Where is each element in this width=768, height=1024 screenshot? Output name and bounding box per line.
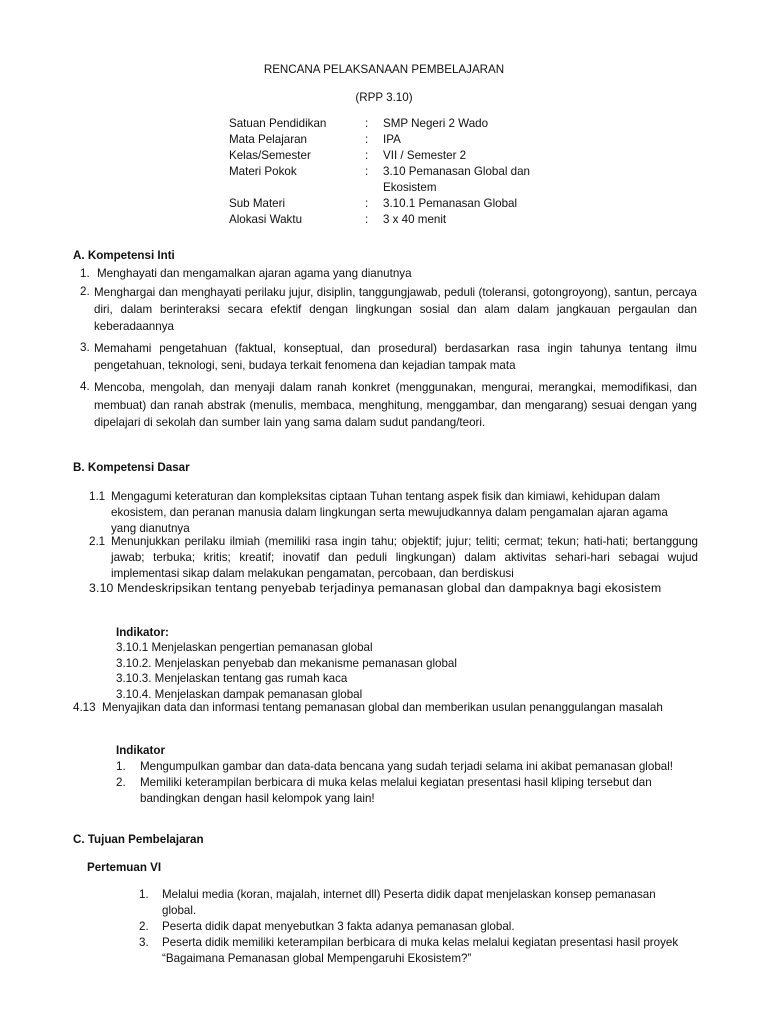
list-number: 1. [80,267,90,280]
list-item [80,340,697,374]
document-title: RENCANA PELAKSANAAN PEMBELAJARAN [263,63,505,76]
list-number: 3. [139,936,149,949]
list-text: Memahami pengetahuan (faktual, konseptual, dan prosedural) berdasarkan rasa ingin tahunya tentang ilmu pengetahuan, teknologi, seni, budaya terkait fenomena dan kejadian tampak mata [94,342,697,372]
identity-separator: : [365,149,369,162]
list-item [139,887,679,919]
list-text: Menghargai dan menghayati perilaku jujur, disiplin, tanggungjawab, peduli (toleransi, gotongroyong), santun, percaya diri, dalam berinteraksi secara efektif dengan lingkungan sosial dan alam dalam jangkauan pergaulan dan keberadaannya [94,286,697,333]
list-item [80,266,697,282]
list-text: Peserta didik dapat menyebutkan 3 fakta adanya pemanasan global. [162,920,515,933]
document-subtitle: (RPP 3.10) [355,91,413,104]
identity-key: Materi Pokok [229,165,297,178]
list-number: 3. [80,341,90,354]
list-item [116,775,676,807]
kd-item [89,534,698,582]
list-text: Mengumpulkan gambar dan data-data bencana yang sudah terjadi selama ini akibat pemanasan global! [140,760,674,773]
identity-row [229,212,569,228]
list-text: Menghayati dan mengamalkan ajaran agama yang dianutnya [97,267,412,280]
identity-value: IPA [383,133,401,146]
identity-separator: : [365,197,369,210]
identity-row [229,116,569,132]
kd-number: 3.10 [89,581,114,595]
list-number: 4. [80,380,90,393]
identity-key: Mata Pelajaran [229,133,307,146]
list-number: 2. [139,920,149,933]
identity-row [229,196,569,212]
section-heading-tp: C. Tujuan Pembelajaran [73,833,204,846]
indikator-item: 3.10.2. Menjelaskan penyebab dan mekanisme pemanasan global [116,656,457,670]
identity-value: SMP Negeri 2 Wado [383,117,489,130]
identity-key: Satuan Pendidikan [229,117,327,130]
section-heading-ki: A. Kompetensi Inti [73,249,175,262]
list-item [116,759,676,775]
list-text: Melalui media (koran, majalah, internet dll) Peserta didik dapat menjelaskan konsep pemanasan global. [162,888,656,917]
kd-item [89,580,698,596]
kd-text: Mengagumi keteraturan dan kompleksitas ciptaan Tuhan tentang aspek fisik dan kimiawi, kehidupan dalam ekosistem, dan peranan manusia dalam lingkungan serta mewujudkannya dalam pengamalan ajaran agama yang dianutnya [111,490,668,535]
indikator-label: Indikator [116,744,165,757]
identity-value: VII / Semester 2 [383,149,467,162]
list-text: Mencoba, mengolah, dan menyaji dalam ranah konkret (menggunakan, mengurai, merangkai, memodifikasi, dan membuat) dan ranah abstrak (menulis, membaca, menghitung, menggambar, dan mengarang) sesuai dengan yang dipelajari di sekolah dan sumber lain yang sama dalam sudut pandang/teori. [94,381,697,429]
indikator-item: 3.10.1 Menjelaskan pengertian pemanasan global [116,641,373,655]
identity-value: 3.10.1 Pemanasan Global [383,197,518,210]
identity-key: Sub Materi [229,197,286,210]
identity-value: 3 x 40 menit [383,213,447,226]
identity-table [229,116,569,228]
kd-number: 2.1 [89,535,106,548]
identity-separator: : [365,213,369,226]
list-item [80,284,697,335]
indikator-413-list [116,759,676,807]
list-text: Memiliki keterampilan berbicara di muka kelas melalui kegiatan presentasi hasil kliping tersebut dan bandingkan dengan hasil kelompok yang lain! [140,776,652,805]
list-text: Peserta didik memiliki keterampilan berbicara di muka kelas melalui kegiatan presentasi hasil proyek “Bagaimana Pemanasan global Mempengaruhi Ekosistem?” [162,936,679,965]
kd-text: Menyajikan data dan informasi tentang pemanasan global dan memberikan usulan penanggulangan masalah [102,701,663,714]
identity-separator: : [365,133,369,146]
identity-row [229,132,569,148]
indikator-item: 3.10.3. Menjelaskan tentang gas rumah kaca [116,672,348,686]
kd-item [89,489,689,537]
indikator-310 [116,625,516,702]
indikator-label: Indikator: [116,626,169,639]
kd-number: 1.1 [89,490,106,503]
kd-413 [73,699,673,716]
indikator-item: 3.10.4. Menjelaskan dampak pemanasan global [116,687,363,701]
identity-key: Kelas/Semester [229,149,311,162]
kd-text: Menunjukkan perilaku ilmiah (memiliki rasa ingin tahu; objektif; jujur; teliti; cermat; tekun; hati-hati; bertanggung jawab; terbuka; kritis; kreatif; inovatif dan peduli lingkungan) dalam aktivitas sehari-hari sebagai wujud implementasi sikap dalam melakukan pengamatan, percobaan, dan berdiskusi [111,535,698,580]
identity-key: Alokasi Waktu [229,213,303,226]
meeting-label: Pertemuan VI [87,861,162,874]
ki-list [80,266,697,432]
list-number: 2. [116,776,126,789]
identity-row [229,148,569,164]
list-number: 1. [116,760,126,773]
list-item [139,919,679,935]
kd-text: Mendeskripsikan tentang penyebab terjadinya pemanasan global dan dampaknya bagi ekosistem [117,581,662,595]
section-heading-kd: B. Kompetensi Dasar [73,461,190,474]
kd-number: 4.13 [73,701,96,714]
identity-row [229,164,569,196]
list-item [80,379,697,432]
tp-list [139,887,679,967]
identity-separator: : [365,165,369,178]
list-item [139,935,679,967]
list-number: 1. [139,888,149,901]
identity-value: 3.10 Pemanasan Global dan Ekosistem [383,165,530,194]
identity-separator: : [365,117,369,130]
list-number: 2. [80,285,90,298]
